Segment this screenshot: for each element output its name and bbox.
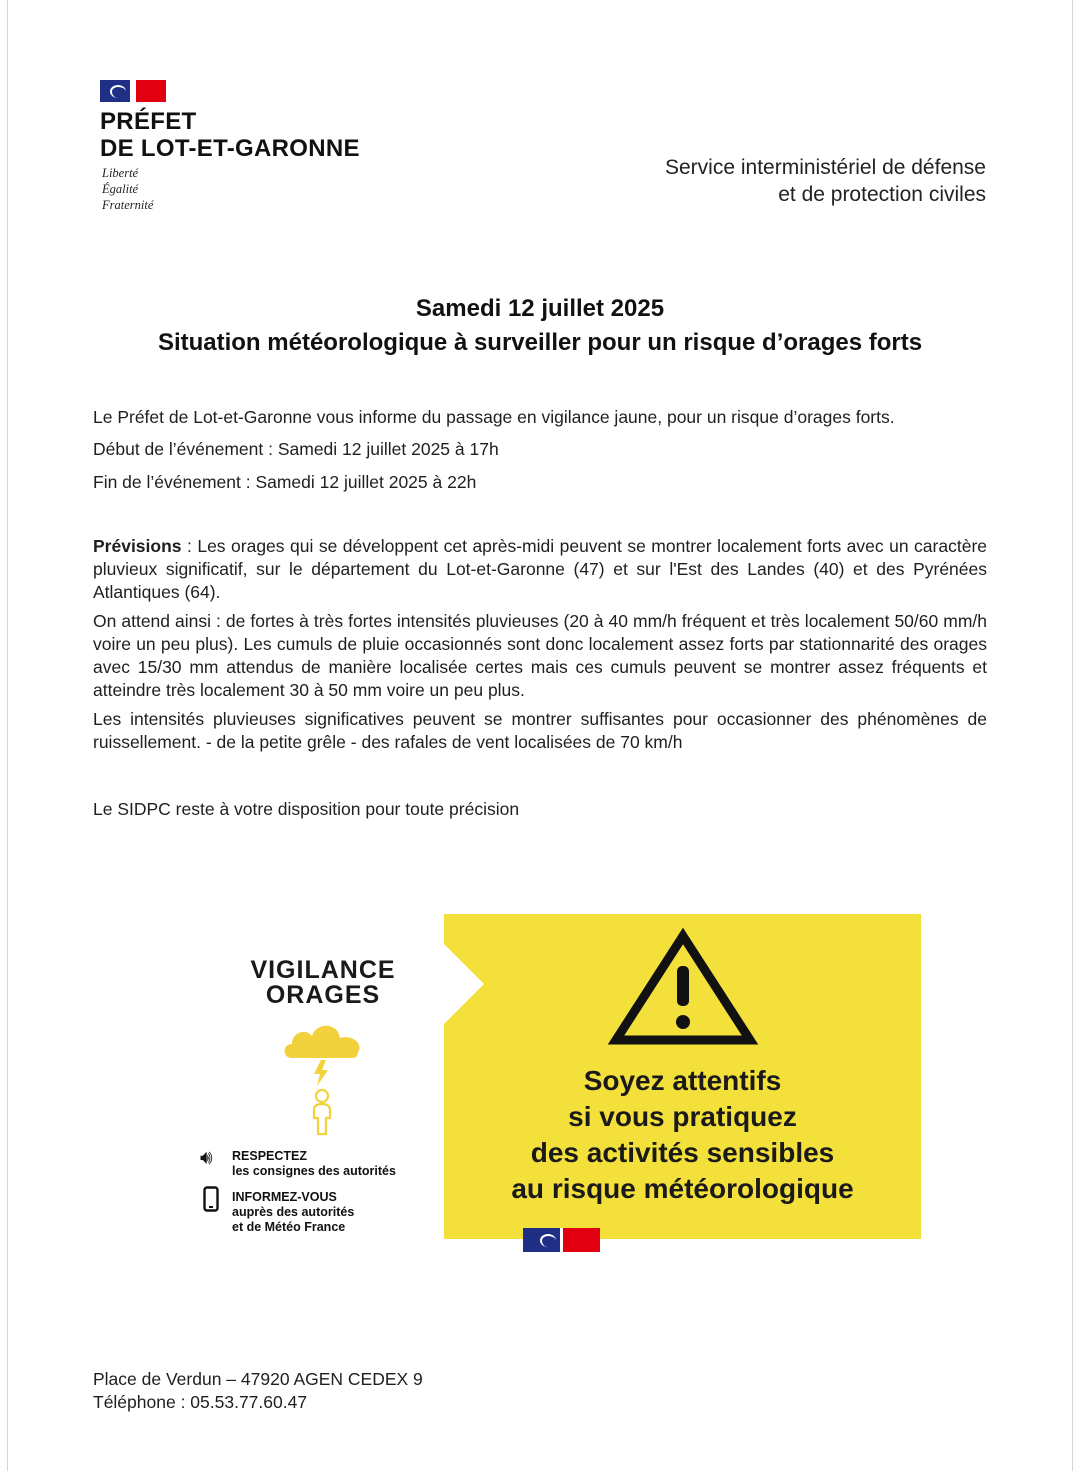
vigilance-title xyxy=(230,958,416,1008)
forecast-text-1: : Les orages qui se développent cet après-midi peuvent se montrer localement forts avec un caractère pluvieux significatif, sur le département du Lot-et-Garonne (47) et sur l'Est des Landes (40) et des Pyrénées Atlantiques (64). xyxy=(93,536,987,602)
motto-egalite: Égalité xyxy=(102,182,139,196)
event-end: Fin de l’événement : Samedi 12 juillet 2025 à 22h xyxy=(93,472,477,492)
vigilance-title-line2: ORAGES xyxy=(265,981,381,1009)
warning-triangle-icon xyxy=(608,928,758,1046)
footer-address: Place de Verdun – 47920 AGEN CEDEX 9 xyxy=(93,1369,423,1389)
footer-phone: Téléphone : 05.53.77.60.47 xyxy=(93,1392,308,1412)
forecast-paragraph-2: On attend ainsi : de fortes à très fortes intensités pluvieuses (20 à 40 mm/h fréquent et très localement 50/60 mm/h voire un peu plus). Les cumuls de pluie occasionnés sont donc localement assez forts par stationnarité des orages avec 15/30 mm attendus de manière localisée certes mais ces cumuls peuvent se montrer assez fréquents et atteindre très localement 30 à 50 mm voire un peu plus. xyxy=(93,611,987,700)
advice-inform-title: INFORMEZ-VOUS xyxy=(232,1190,337,1204)
warning-line-3: des activités sensibles xyxy=(530,1137,835,1168)
page-right-edge xyxy=(1072,0,1073,1471)
republic-flag-logo xyxy=(100,80,166,102)
warning-panel-notch xyxy=(444,944,484,1024)
advice-inform xyxy=(232,1190,354,1235)
document-title xyxy=(0,292,1080,360)
motto-liberte: Liberté xyxy=(102,166,139,180)
title-date: Samedi 12 juillet 2025 xyxy=(415,295,665,322)
footer-contact xyxy=(93,1368,423,1414)
event-start: Début de l’événement : Samedi 12 juillet 2025 à 17h xyxy=(93,439,499,459)
cloud-icon xyxy=(282,1020,364,1060)
advice-respect-subtitle: les consignes des autorités xyxy=(232,1164,396,1178)
warning-line-4: au risque météorologique xyxy=(511,1173,854,1204)
service-name xyxy=(665,154,986,208)
forecast-paragraph-1 xyxy=(93,535,987,604)
prefecture-name-line1: PRÉFET xyxy=(100,108,197,135)
title-subject: Situation météorologique à surveiller pour un risque d’orages forts xyxy=(157,329,923,356)
service-name-line2: et de protection civiles xyxy=(778,183,986,206)
closing-sentence: Le SIDPC reste à votre disposition pour toute précision xyxy=(93,799,520,819)
advice-respect xyxy=(232,1149,396,1179)
person-icon xyxy=(309,1088,335,1136)
smartphone-icon xyxy=(203,1186,219,1212)
service-name-line1: Service interministériel de défense xyxy=(665,156,986,179)
intro-paragraph: Le Préfet de Lot-et-Garonne vous informe du passage en vigilance jaune, pour un risque d’orages forts. xyxy=(93,407,895,427)
warning-line-1: Soyez attentifs xyxy=(583,1065,782,1096)
marianne-icon xyxy=(110,85,126,98)
lightning-icon xyxy=(312,1060,330,1086)
warning-line-2: si vous pratiquez xyxy=(568,1101,797,1132)
forecast-paragraph-3: Les intensités pluvieuses significatives peuvent se montrer suffisantes pour occasionner des phénomènes de ruissellement. - de la petite grêle - des rafales de vent localisées de 70 km/h xyxy=(93,709,987,752)
page-left-edge xyxy=(7,0,8,1471)
advice-inform-subtitle-1: auprès des autorités xyxy=(232,1205,355,1219)
motto-fraternite: Fraternité xyxy=(102,198,154,212)
warning-message xyxy=(444,1063,921,1207)
prefecture-name xyxy=(100,108,360,162)
republic-motto xyxy=(102,165,153,213)
republic-flag-small xyxy=(523,1228,600,1252)
forecast-label: Prévisions xyxy=(93,536,182,556)
prefecture-name-line2: DE LOT-ET-GARONNE xyxy=(100,135,360,162)
marianne-icon-small xyxy=(540,1234,556,1247)
vigilance-title-line1: VIGILANCE xyxy=(250,956,396,984)
advice-respect-title: RESPECTEZ xyxy=(232,1149,308,1163)
speaker-icon: 🔊︎ xyxy=(200,1147,213,1169)
advice-inform-subtitle-2: et de Météo France xyxy=(232,1220,346,1234)
